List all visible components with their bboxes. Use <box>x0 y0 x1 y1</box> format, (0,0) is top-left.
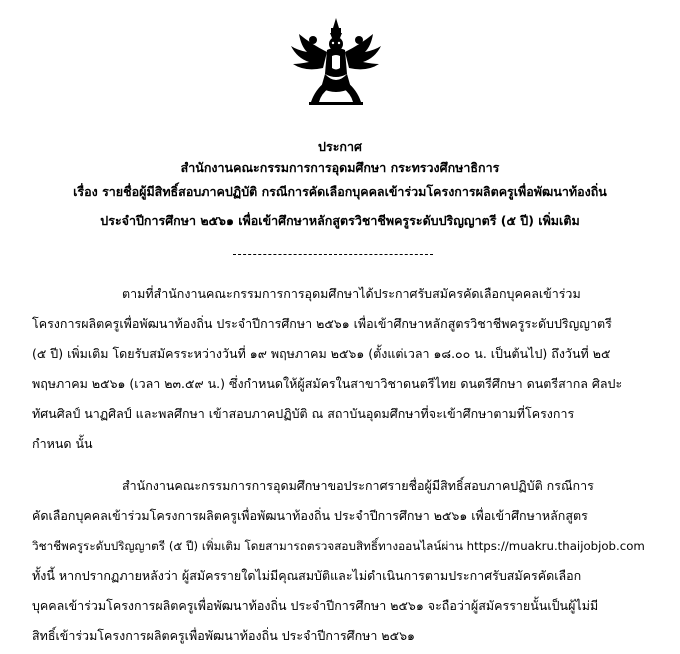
para2-line: สิทธิ์เข้าร่วมโครงการผลิตครูเพื่อพัฒนาท้องถิ่น ประจำปีการศึกษา ๒๕๖๑ <box>32 628 415 643</box>
para1-line: โครงการผลิตครูเพื่อพัฒนาท้องถิ่น ประจำปีการศึกษา ๒๕๖๑ เพื่อเข้าศึกษาหลักสูตรวิชาชีพครูระดับปริญญาตรี <box>32 316 612 331</box>
para2-line: ทั้งนี้ หากปรากฏภายหลังว่า ผู้สมัครรายใดไม่มีคุณสมบัติและไม่ดำเนินการตามประกาศรับสมัครคัดเลือก <box>32 568 582 583</box>
para2-line: บุคคลเข้าร่วมโครงการผลิตครูเพื่อพัฒนาท้องถิ่น ประจำปีการศึกษา ๒๕๖๑ จะถือว่าผู้สมัครรายนั้นเป็นผู้ไม่มี <box>32 598 599 613</box>
para2-line: คัดเลือกบุคคลเข้าร่วมโครงการผลิตครูเพื่อพัฒนาท้องถิ่น ประจำปีการศึกษา ๒๕๖๑ เพื่อเข้าศึกษาหลักสูตร <box>32 508 588 523</box>
para1-line: ทัศนศิลป์ นาฏศิลป์ และพลศึกษา เข้าสอบภาคปฏิบัติ ณ สถาบันอุดมศึกษาที่จะเข้าศึกษาตามที่โครงการ <box>32 406 575 421</box>
announcement-type: ประกาศ <box>318 139 362 154</box>
subject-line-2: ประจำปีการศึกษา ๒๕๖๑ เพื่อเข้าศึกษาหลักสูตรวิชาชีพครูระดับปริญญาตรี (๕ ปี) เพิ่มเติม <box>100 213 580 228</box>
para1-line: (๕ ปี) เพิ่มเติม โดยรับสมัครระหว่างวันที่ ๑๙ พฤษภาคม ๒๕๖๑ (ตั้งแต่เวลา ๑๘.๐๐ น. เป็นต้นไป) ถึงวันที่ ๒๕ <box>32 346 611 361</box>
issuing-office: สำนักงานคณะกรรมการการอุดมศึกษา กระทรวงศึกษาธิการ <box>180 160 500 175</box>
garuda-emblem-icon <box>289 16 383 108</box>
para1-line: พฤษภาคม ๒๕๖๑ (เวลา ๒๓.๕๙ น.) ซึ่งกำหนดให้ผู้สมัครในสาขาวิชาดนตรีไทย ดนตรีศึกษา ดนตรีสากล ศิลปะ <box>32 376 623 391</box>
separator-line <box>233 254 433 255</box>
para2-line: วิชาชีพครูระดับปริญญาตรี (๕ ปี) เพิ่มเติม โดยสามารถตรวจสอบสิทธิ์ทางออนไลน์ผ่าน https://muakru.thaijobjob.com <box>32 539 645 553</box>
subject-line-1: เรื่อง รายชื่อผู้มีสิทธิ์สอบภาคปฏิบัติ กรณีการคัดเลือกบุคคลเข้าร่วมโครงการผลิตครูเพื่อพัฒนาท้องถิ่น <box>73 184 607 199</box>
para1-line: กำหนด นั้น <box>32 436 93 451</box>
para1-line: ตามที่สำนักงานคณะกรรมการการอุดมศึกษาได้ประกาศรับสมัครคัดเลือกบุคคลเข้าร่วม <box>122 286 581 301</box>
para2-line: สำนักงานคณะกรรมการการอุดมศึกษาขอประกาศรายชื่อผู้มีสิทธิ์สอบภาคปฏิบัติ กรณีการ <box>122 478 594 493</box>
